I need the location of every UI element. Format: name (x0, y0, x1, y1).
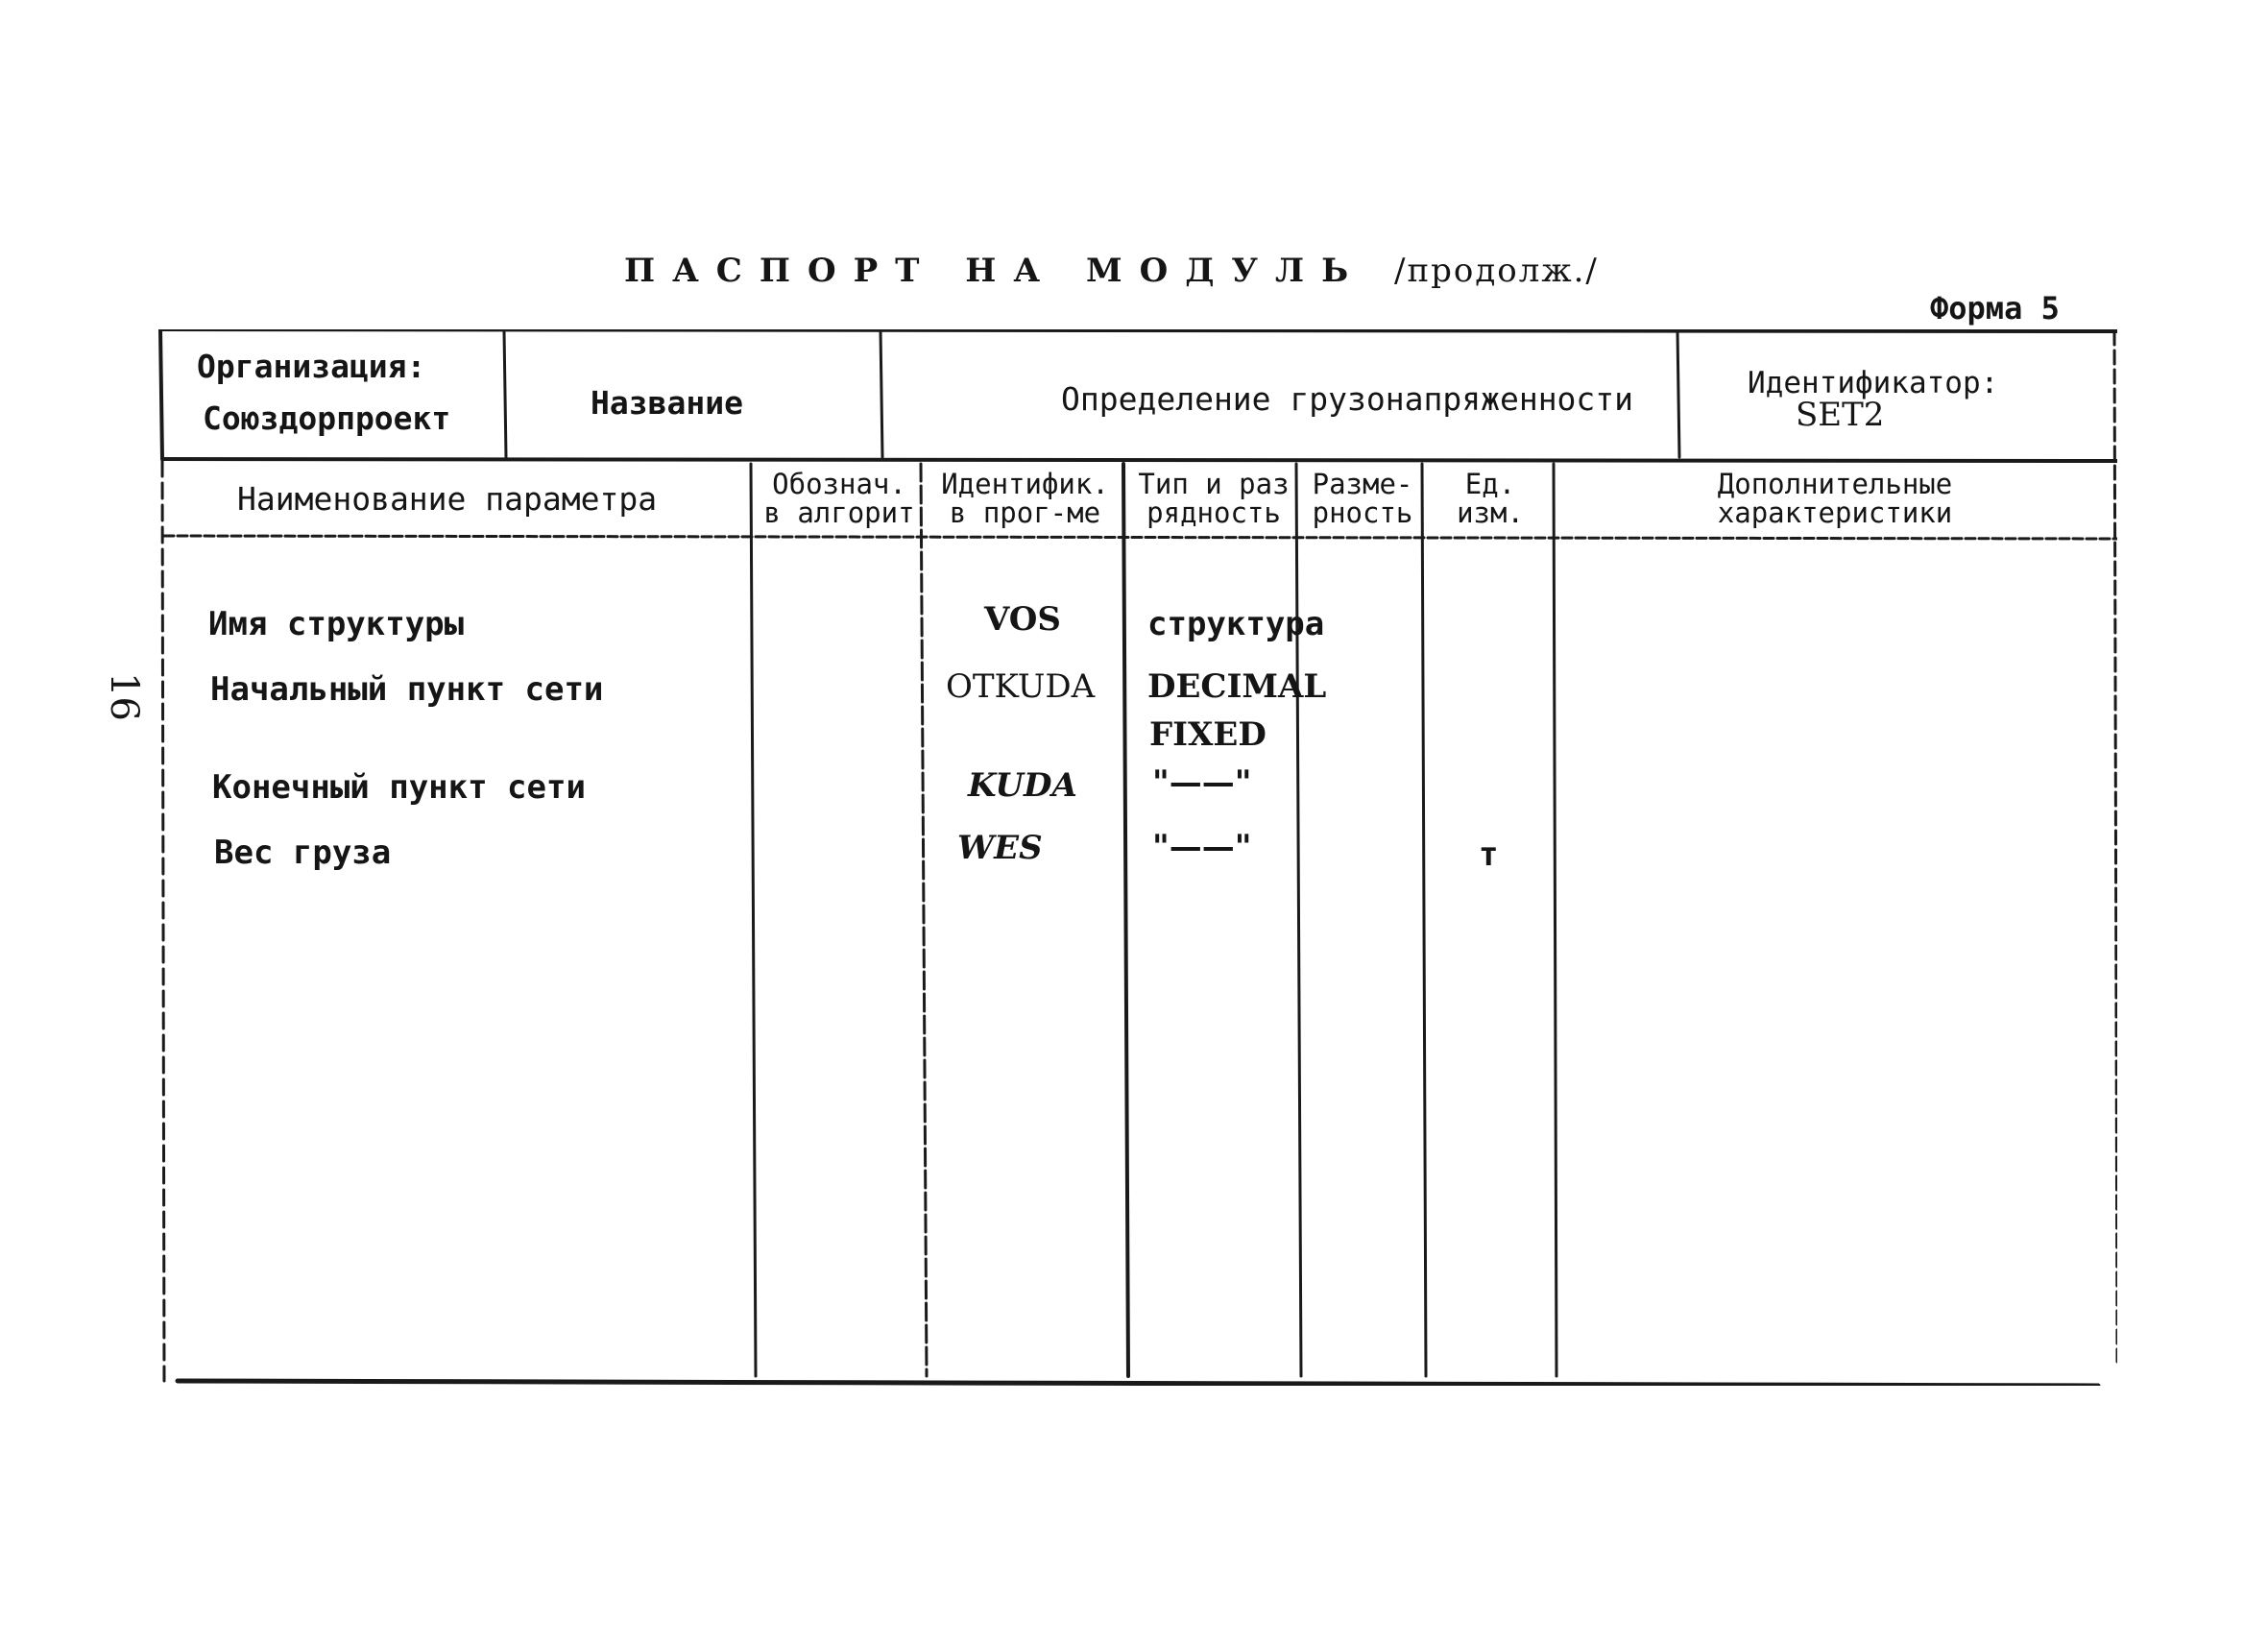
row-ident: OTKUDA (946, 667, 1096, 706)
organization-label: Организация: (197, 348, 426, 385)
row-unit: т (1479, 835, 1499, 874)
col-param-name: Наименование параметра (237, 480, 658, 518)
col-type-line2: рядность (1146, 496, 1281, 530)
col-extra (1556, 470, 2113, 528)
row-ident: KUDA (968, 766, 1077, 805)
col-unit-line1: Ед. (1464, 468, 1516, 500)
col-extra-line1: Дополнительные (1717, 468, 1953, 500)
name-value: Определение грузонапряженности (1061, 380, 1634, 418)
col-prog-line2: в прог-ме (949, 496, 1101, 530)
col-dim (1301, 470, 1424, 528)
row-param-name: Вес груза (214, 834, 392, 872)
title-suffix: /продолж./ (1393, 252, 1599, 290)
row-type: структура (1147, 605, 1325, 643)
row-type: "——" (1152, 828, 1252, 866)
row-ident: WES (957, 829, 1043, 867)
form-label: Форма 5 (1930, 290, 2060, 327)
document-title (624, 252, 1599, 290)
passport-table (158, 329, 2117, 1386)
row-type: "——" (1152, 763, 1252, 802)
organization-value: Союздорпроект (203, 399, 451, 437)
row-type-cont: FIXED (1149, 715, 1267, 754)
row-ident: VOS (984, 600, 1061, 639)
col-algo (758, 470, 921, 528)
col-unit-line2: изм. (1457, 496, 1524, 530)
row-param-name: Конечный пункт сети (212, 768, 586, 807)
col-type-line1: Тип и раз (1138, 468, 1290, 500)
page-mark: 16 (102, 672, 146, 721)
name-label: Название (591, 384, 743, 422)
col-dim-line1: Разме- (1312, 468, 1413, 500)
row-param-name: Начальный пункт сети (210, 670, 604, 709)
row-type: DECIMAL (1147, 667, 1327, 706)
col-prog-line1: Идентифик. (941, 468, 1109, 500)
col-algo-line2: в алгорит (763, 496, 915, 530)
col-unit (1426, 470, 1555, 528)
col-prog (927, 470, 1123, 528)
title-main: ПАСПОРТ НА МОДУЛЬ (624, 252, 1366, 290)
identifier-label: Идентификатор: (1748, 366, 1999, 400)
col-type (1128, 470, 1299, 528)
col-dim-line2: рность (1312, 496, 1413, 530)
row-param-name: Имя структуры (208, 605, 465, 643)
col-extra-line2: характеристики (1717, 496, 1953, 530)
identifier-value: SET2 (1796, 396, 1885, 434)
col-algo-line1: Обознач. (772, 468, 906, 500)
